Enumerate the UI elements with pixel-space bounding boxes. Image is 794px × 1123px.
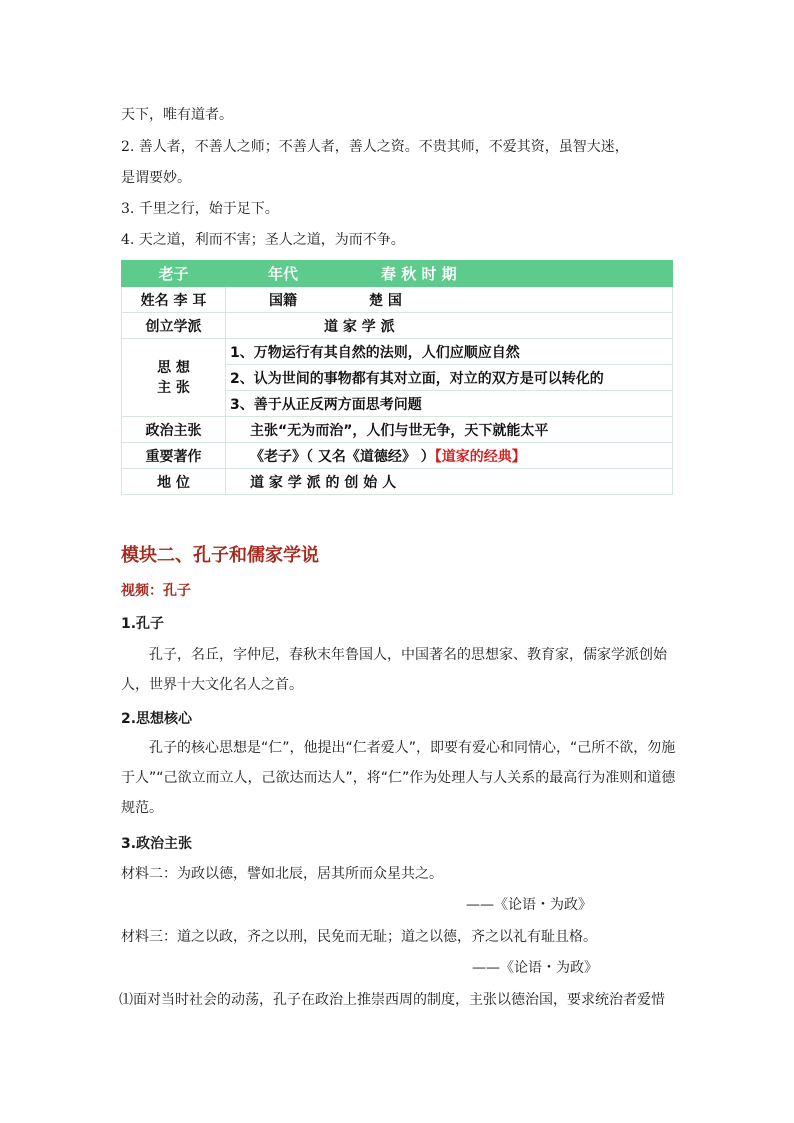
row-status-label: 地 位	[122, 469, 226, 495]
table-row	[122, 417, 673, 443]
row-thought-label	[122, 339, 226, 417]
row-nationality-label: 国籍	[226, 287, 341, 313]
material-3-source: ——《论语・为政》	[472, 960, 598, 976]
intro-line-2: 2. 善人者，不善人之师；不善人者，善人之资。不贵其师，不爱其资，虽智大迷，	[121, 139, 629, 155]
table-row	[122, 443, 673, 469]
laozi-table-header	[122, 261, 673, 287]
laozi-table	[121, 260, 673, 495]
table-row	[122, 313, 673, 339]
row-school-value: 道 家 学 派	[226, 313, 673, 339]
intro-line-5: 4. 天之道，利而不害；圣人之道，为而不争。	[121, 232, 405, 248]
thought-item-1: 1、万物运行有其自然的法则，人们应顺应自然	[226, 339, 673, 365]
section-1-title: 1.孔子	[121, 616, 165, 632]
material-3: 材料三：道之以政，齐之以刑，民免而无耻；道之以德，齐之以礼有耻且格。	[121, 929, 597, 945]
table-row	[122, 469, 673, 495]
row-status-value: 道 家 学 派 的 创 始 人	[226, 469, 673, 495]
works-title: 《老子》（ 又名《道德经》 ）	[250, 448, 435, 465]
row-school-label: 创立学派	[122, 313, 226, 339]
section-3-title: 3.政治主张	[121, 836, 193, 852]
table-row	[122, 339, 673, 365]
section-2-text: 孔子的核心思想是“仁”，他提出“仁者爱人”，即要有爱心和同情心，“己所不欲，勿施于人”“己欲立而立人，己欲达而达人”，将“仁”作为处理人与人关系的最高行为准则和道德规范。	[121, 740, 676, 816]
table-row	[122, 287, 673, 313]
row-name-label: 姓名 李 耳	[122, 287, 226, 313]
material-2: 材料二：为政以德，譬如北辰，居其所而众星共之。	[121, 866, 443, 882]
intro-line-1: 天下，唯有道者。	[121, 107, 233, 123]
works-highlight: 【道家的经典】	[434, 448, 526, 465]
header-era-value: 春 秋 时 期	[341, 261, 673, 287]
point-1-text: ⑴面对当时社会的动荡，孔子在政治上推崇西周的制度，主张以德治国，要求统治者爱惜	[119, 992, 665, 1008]
header-era-label: 年代	[226, 261, 341, 287]
row-politics-label: 政治主张	[122, 417, 226, 443]
material-2-source: ——《论语・为政》	[466, 897, 592, 913]
row-works-label: 重要著作	[122, 443, 226, 469]
section-2-title: 2.思想核心	[121, 711, 193, 727]
section-1-text: 孔子，名丘，字仲尼，春秋末年鲁国人，中国著名的思想家、教育家，儒家学派创始人，世界十大文化名人之首。	[121, 647, 667, 693]
thought-label-line-2: 主 张	[157, 379, 190, 396]
row-politics-value: 主张“无为而治”，人们与世无争，天下就能太平	[226, 417, 673, 443]
thought-item-3: 3、善于从正反两方面思考问题	[226, 391, 673, 417]
thought-item-2: 2、认为世间的事物都有其对立面，对立的双方是可以转化的	[226, 365, 673, 391]
video-link[interactable]: 视频：孔子	[121, 583, 191, 599]
thought-label-line-1: 思 想	[157, 359, 190, 376]
row-works-value	[226, 443, 673, 469]
header-name: 老子	[122, 261, 226, 287]
row-nationality-value: 楚 国	[341, 287, 673, 313]
intro-line-3: 是谓要妙。	[121, 170, 191, 186]
module-heading: 模块二、孔子和儒家学说	[121, 545, 319, 566]
intro-line-4: 3. 千里之行，始于足下。	[121, 201, 279, 217]
